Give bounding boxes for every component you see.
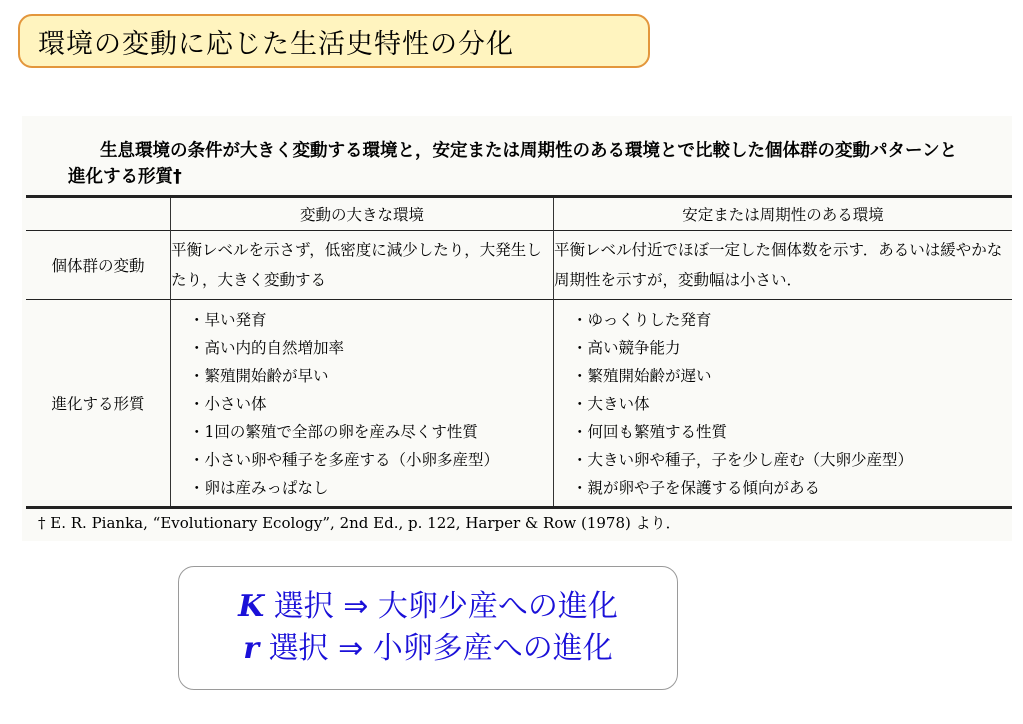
k-symbol: K	[238, 589, 265, 624]
row-label-population: 個体群の変動	[51, 257, 145, 275]
r-selection-text: 選択 ⇒ 小卵多産への進化	[268, 631, 613, 666]
slide-title-box	[18, 14, 650, 68]
caption-line-2: 進化する形質†	[68, 167, 182, 187]
row-label-traits: 進化する形質	[51, 395, 145, 413]
figure-caption	[68, 138, 1005, 190]
list-item: ・ 親が卵や子を保護する傾向がある	[576, 474, 1002, 502]
cell-stable-traits	[554, 300, 1013, 508]
list-item: ・ 小さい体	[193, 390, 543, 418]
table-row	[26, 300, 1012, 508]
list-item: ・ 大きい卵や種子，子を少し産む（大卵少産型）	[576, 446, 1002, 474]
list-item: ・ 高い内的自然増加率	[193, 334, 543, 362]
slide-title: 環境の変動に応じた生活史特性の分化	[38, 28, 514, 60]
stable-traits-list	[564, 300, 1002, 506]
cell-stable-population: 平衡レベル付近でほぼ一定した個体数を示す．あるいは緩やかな周期性を示すが，変動幅は小さい．	[554, 231, 1013, 300]
list-item: ・ 小さい卵や種子を多産する（小卵多産型）	[193, 446, 543, 474]
selection-summary-box	[178, 566, 678, 690]
cell-variable-traits	[171, 300, 554, 508]
footnote-citation: † E. R. Pianka, “Evolutionary Ecology”, 2nd Ed., p. 122, Harper & Row (1978) より．	[38, 514, 681, 532]
caption-line-1: 生息環境の条件が大きく変動する環境と，安定または周期性のある環境とで比較した個体群の変動パターンと	[100, 141, 958, 161]
cell-variable-population: 平衡レベルを示さず，低密度に減少したり，大発生したり，大きく変動する	[171, 231, 554, 300]
list-item: ・ 1回の繁殖で全部の卵を産み尽くす性質	[193, 418, 543, 446]
k-selection-line	[238, 586, 618, 628]
header-variable-env: 変動の大きな環境	[171, 197, 554, 231]
list-item: ・ ゆっくりした発育	[576, 306, 1002, 334]
header-empty	[26, 197, 171, 231]
variable-traits-list	[181, 300, 543, 506]
list-item: ・ 大きい体	[576, 390, 1002, 418]
list-item: ・ 繁殖開始齢が早い	[193, 362, 543, 390]
header-stable-env: 安定または周期性のある環境	[554, 197, 1013, 231]
table-header-row	[26, 197, 1012, 231]
r-selection-line	[243, 628, 613, 670]
table-row	[26, 231, 1012, 300]
list-item: ・ 卵は産みっぱなし	[193, 474, 543, 502]
list-item: ・ 何回も繁殖する性質	[576, 418, 1002, 446]
r-symbol: r	[243, 631, 260, 666]
comparison-table	[26, 195, 1012, 509]
list-item: ・ 高い競争能力	[576, 334, 1002, 362]
k-selection-text: 選択 ⇒ 大卵少産への進化	[273, 589, 618, 624]
list-item: ・ 早い発育	[193, 306, 543, 334]
list-item: ・ 繁殖開始齢が遅い	[576, 362, 1002, 390]
